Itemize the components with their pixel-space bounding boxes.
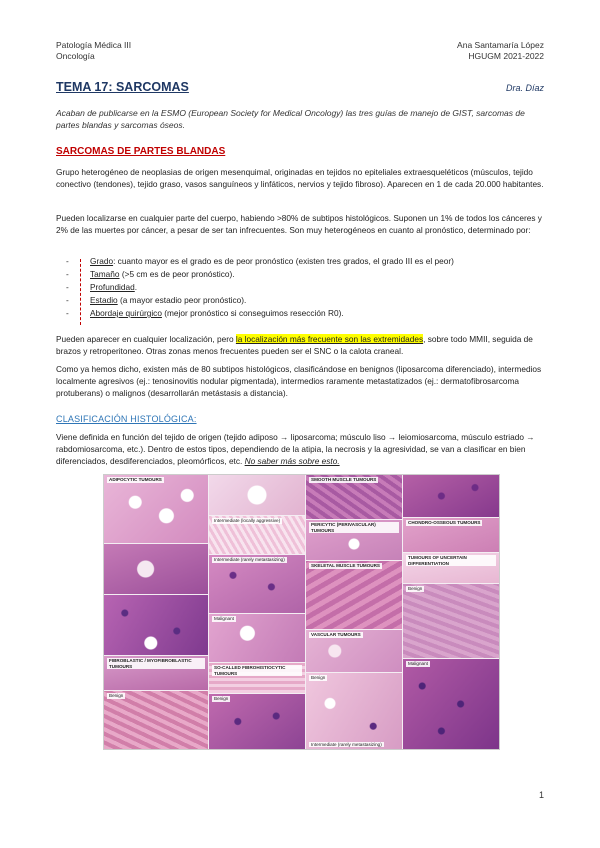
figure-label: Malignant [214,616,234,621]
figure-label: SKELETAL MUSCLE TUMOURS [311,563,380,568]
figure-label: SO-CALLED FIBROHISTIOCYTIC TUMOURS [212,665,302,676]
section-title-histological: CLASIFICACIÓN HISTOLÓGICA: [56,414,197,424]
histology-tile [104,656,208,690]
paragraph-location-prognosis: Pueden localizarse en cualquier parte del cuerpo, habiendo >80% de subtipos histológicos. Suponen un 1% de todos los cánceres y 2% de las muertes por cáncer, a pesar de ser tan infrecuentes. Son muy heterogéneos en cuanto al pronóstico, determinado por: [56,213,542,236]
figure-label: TUMOURS OF UNCERTAIN DIFFERENTIATION [406,555,496,566]
histology-tile [104,595,208,655]
histology-tile [403,553,499,583]
histology-tile [209,694,305,749]
paragraph-definition: Grupo heterogéneo de neoplasias de origen mesenquimal, originadas en tejidos no epiteliales extraesqueléticos (músculos, tejido conectivo (tendones), tejido graso, vasos sanguíneos y linfáticos, nervios y tejido fibroso). Aparecen en 1 de cada 20.000 habitantes. [56,167,544,190]
figure-label: CHONDRO-OSSEOUS TUMOURS [408,520,481,525]
figure-column-4 [403,475,499,749]
list-item-text: (>5 cm es de peor pronóstico). [119,269,235,279]
histology-tile [209,614,305,662]
header-author-name: Ana Santamaría López [457,40,544,50]
study-note: No saber más sobre esto. [244,456,340,467]
paragraph-histological: Viene definida en función del tejido de origen (tejido adiposo → liposarcoma; músculo liso → leiomiosarcoma, músculo estriado → rabdomiosarcoma, etc.). Dentro de estos tipos, dependiendo de la atipia, la necrosis y la agresividad, se van a clasificar en bien diferenciados, desdiferenciados, pleomórficos, etc. No saber más sobre esto. [56,432,535,467]
histology-tile [104,544,208,594]
figure-label: Benign [214,696,229,701]
list-item-term: Estadio [90,295,118,305]
histology-tile [306,630,402,672]
histology-figure [103,474,500,750]
list-item: - Grado: cuanto mayor es el grado es de peor pronóstico (existen tres grados, el grado III es el peor) [66,256,454,266]
figure-label: ADIPOCYTIC TUMOURS [109,477,162,482]
figure-column-2 [209,475,305,749]
figure-label: Benign [408,586,423,591]
paragraph-frequent-location: Pueden aparecer en cualquier localización, pero la localización más frecuente son las extremidades, sobre todo MMII, seguida de brazos y retroperitoneo. Otras zonas menos frecuentes pueden ser el SNC o la calota craneal. [56,334,533,357]
highlighted-text: la localización más frecuente son las extremidades [235,334,424,344]
header-course: Patología Médica III [56,40,132,50]
figure-label: Intermediate (rarely metastasizing) [214,557,285,562]
figure-label: Benign [109,693,124,698]
list-item-text: (a mayor estadio peor pronóstico). [117,295,247,305]
header-hospital-year: HGUGM 2021-2022 [468,51,544,61]
figure-column-3 [306,475,402,749]
figure-column-1 [104,475,208,749]
histology-tile [306,561,402,629]
list-item-text: (mejor pronóstico si conseguimos resección R0). [161,308,344,318]
list-item-term: Profundidad [90,282,135,292]
histology-tile [104,691,208,749]
histology-tile [104,475,208,543]
page-title: TEMA 17: SARCOMAS [56,80,189,94]
histology-tile [403,659,499,749]
histology-tile [403,584,499,658]
histology-tile [209,516,305,554]
histology-tile [209,475,305,515]
figure-label: Benign [311,675,326,680]
list-item: - Profundidad. [66,282,138,292]
page-number: 1 [538,790,544,800]
figure-label: SMOOTH MUSCLE TUMOURS [311,477,377,482]
histology-tile [403,518,499,552]
title-row [56,80,544,96]
list-item-text: . [134,282,138,292]
lecturer-name: Dra. Díaz [505,83,544,93]
list-item: - Estadio (a mayor estadio peor pronóstico). [66,295,247,305]
list-item-term: Grado [90,256,114,266]
figure-label: PERICYTIC (PERIVASCULAR) TUMOURS [309,522,399,533]
figure-label: VASCULAR TUMOURS [311,632,361,637]
figure-label: Intermediate (rarely metastasizing) [311,741,382,747]
list-item: - Abordaje quirúrgico (mejor pronóstico si conseguimos resección R0). [66,308,344,318]
list-item-text: : cuanto mayor es el grado es de peor pronóstico (existen tres grados, el grado III es el peor) [113,256,454,266]
histology-tile [209,663,305,693]
prognosis-factor-list [66,255,544,320]
header-left [56,40,131,62]
header-right [457,40,544,62]
list-item: - Tamaño (>5 cm es de peor pronóstico). [66,269,235,279]
histology-tile [306,520,402,560]
paragraph-subtypes: Como ya hemos dicho, existen más de 80 subtipos histológicos, clasificándose en benignos (liposarcoma diferenciado), intermedios localmente agresivos (ej.: tenosinovitis nodular pigmentada), intermedios raramente metastatizados (ej.: dermatofibrosarcoma protuberans) o malignos (desarrollarán metástasis a distancia). [56,364,542,399]
histology-tile [306,475,402,519]
figure-label: Intermediate (locally aggressive) [214,518,281,523]
histology-tile [403,475,499,517]
intro-paragraph: Acaban de publicarse en la ESMO (European Society for Medical Oncology) las tres guías de manejo de GIST, sarcomas de partes blandas y sarcomas óseos. [56,108,525,130]
list-item-term: Tamaño [90,269,120,279]
list-item-term: Abordaje quirúrgico [90,308,162,318]
figure-label: Malignant [408,661,428,666]
histology-tile [209,555,305,613]
section-title-soft-tissue: SARCOMAS DE PARTES BLANDAS [56,146,226,157]
header-subject: Oncología [56,51,95,61]
figure-label: FIBROBLASTIC / MYOFIBROBLASTIC TUMOURS [107,658,205,669]
histology-tile [306,673,402,749]
